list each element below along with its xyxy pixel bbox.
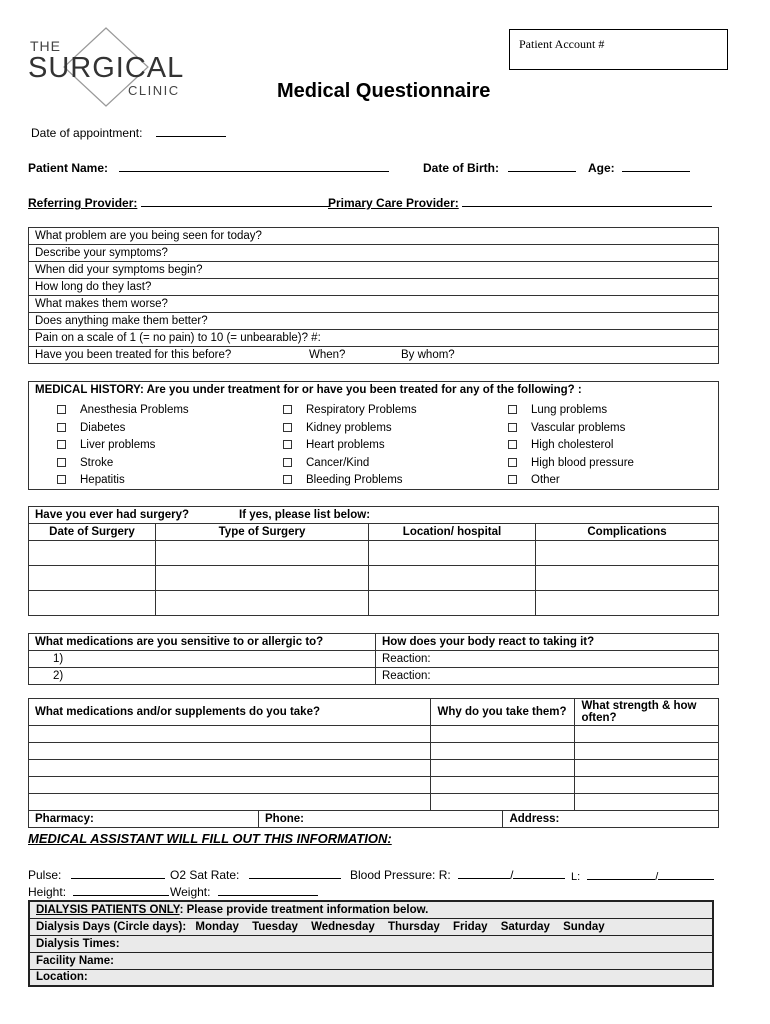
checkbox-icon[interactable] [57,440,66,449]
day-saturday[interactable]: Saturday [500,920,550,933]
history-item[interactable]: Liver problems [57,437,189,455]
weight-field[interactable] [218,884,318,896]
dialysis-days-label: Dialysis Days (Circle days): [36,920,187,933]
medications-header: What medications and/or supplements do you take? [29,699,431,726]
dialysis-heading-rest: : Please provide treatment information below. [179,903,429,916]
surgery-question-row [29,507,719,524]
logo-the: THE [30,38,61,54]
location-field[interactable]: Location: [29,969,713,986]
history-item[interactable]: Heart problems [283,437,417,455]
day-sunday[interactable]: Sunday [563,920,605,933]
bp-label: Blood Pressure: R: [350,868,451,882]
symptoms-table [28,227,719,364]
appointment-label: Date of appointment: [31,126,143,140]
dob-field[interactable] [508,160,576,172]
patient-account-label: Patient Account # [519,37,605,51]
checkbox-icon[interactable] [283,423,292,432]
logo-surgical: SURGICAL [28,52,185,84]
checkbox-icon[interactable] [508,475,517,484]
table-cell[interactable] [29,566,156,591]
weight-row [170,884,318,899]
allergy-question: What medications are you sensitive to or allergic to? [29,634,376,651]
surgery-question: Have you ever had surgery? [35,509,190,521]
referring-label: Referring Provider: [28,196,138,210]
checkbox-icon[interactable] [57,405,66,414]
dialysis-heading: DIALYSIS PATIENTS ONLY [36,903,180,916]
surgery-header-type: Type of Surgery [156,524,369,541]
table-cell[interactable] [431,743,575,760]
table-cell[interactable] [156,566,369,591]
bp-l-systolic-field[interactable] [587,868,655,880]
why-header: Why do you take them? [431,699,575,726]
table-cell[interactable] [369,591,536,616]
age-label: Age: [588,161,615,175]
table-cell[interactable] [431,760,575,777]
day-tuesday[interactable]: Tuesday [252,920,298,933]
dialysis-table [28,900,714,987]
primary-care-row [328,195,712,210]
height-field[interactable] [73,884,169,896]
table-cell[interactable] [29,743,431,760]
history-item[interactable]: Diabetes [57,420,189,438]
table-cell[interactable] [369,566,536,591]
when-label: When? [309,349,346,361]
checkbox-icon[interactable] [57,423,66,432]
table-cell[interactable] [369,541,536,566]
bp-r-diastolic-field[interactable] [513,867,565,879]
day-friday[interactable]: Friday [452,920,488,933]
strength-header: What strength & how often? [575,699,719,726]
symptom-row[interactable]: What makes them worse? [29,296,719,313]
surgery-table [28,506,719,616]
allergy-item-1[interactable]: 1) [29,651,376,668]
allergies-table [28,633,719,685]
table-cell[interactable] [29,760,431,777]
assistant-heading: MEDICAL ASSISTANT WILL FILL OUT THIS INFORMATION: [28,831,392,846]
history-col-2 [283,402,417,490]
symptom-row[interactable]: Describe your symptoms? [29,245,719,262]
appointment-row [31,125,226,140]
surgery-if-yes: If yes, please list below: [239,509,371,521]
bp-l-label: L: [571,871,581,883]
dob-label: Date of Birth: [423,161,499,175]
table-cell[interactable] [29,591,156,616]
dialysis-times-field[interactable]: Dialysis Times: [29,935,713,952]
table-cell[interactable] [536,566,719,591]
phone-field[interactable]: Phone: [259,811,503,828]
history-item[interactable]: Vascular problems [508,420,634,438]
appointment-field[interactable] [156,125,226,137]
age-row [588,160,690,175]
surgery-header-complications: Complications [536,524,719,541]
table-cell[interactable] [575,777,719,794]
symptom-row[interactable]: Pain on a scale of 1 (= no pain) to 10 (= unbearable)? #: [29,330,719,347]
checkbox-icon[interactable] [57,475,66,484]
height-row [28,884,169,899]
patient-name-field[interactable] [119,160,389,172]
medical-history-box [28,381,719,490]
table-cell[interactable] [29,726,431,743]
pulse-row [28,867,165,882]
checkbox-icon[interactable] [283,458,292,467]
referring-row [28,195,329,210]
reaction-2[interactable]: Reaction: [376,668,719,685]
primary-care-label: Primary Care Provider: [328,196,459,210]
checkbox-icon[interactable] [508,458,517,467]
table-cell[interactable] [431,777,575,794]
o2-field[interactable] [249,867,341,879]
pulse-field[interactable] [71,867,165,879]
symptom-row[interactable]: When did your symptoms begin? [29,262,719,279]
logo-clinic: CLINIC [128,83,180,98]
table-cell[interactable] [29,541,156,566]
history-col-1 [57,402,189,490]
pulse-label: Pulse: [28,868,62,882]
pharmacy-field[interactable]: Pharmacy: [29,811,259,828]
address-field[interactable]: Address: [503,811,719,828]
table-cell[interactable] [156,541,369,566]
patient-name-label: Patient Name: [28,161,109,175]
table-cell[interactable] [575,760,719,777]
by-whom-label: By whom? [401,349,455,361]
patient-account-field[interactable] [509,29,728,70]
checkbox-icon[interactable] [283,440,292,449]
table-cell[interactable] [431,726,575,743]
day-thursday[interactable]: Thursday [388,920,440,933]
table-cell[interactable] [575,794,719,811]
treated-label: Have you been treated for this before? [35,349,232,361]
allergy-item-2[interactable]: 2) [29,668,376,685]
treated-row[interactable] [29,347,719,364]
symptom-row[interactable]: Does anything make them better? [29,313,719,330]
referring-field[interactable] [141,195,329,207]
dob-row [423,160,576,175]
page-title: Medical Questionnaire [277,80,491,102]
dialysis-days-row [29,918,713,935]
history-item[interactable]: Bleeding Problems [283,472,417,490]
history-item[interactable]: High blood pressure [508,455,634,473]
table-cell[interactable] [575,743,719,760]
facility-name-field[interactable]: Facility Name: [29,952,713,969]
table-cell[interactable] [431,794,575,811]
patient-name-row [28,160,389,175]
table-cell[interactable] [29,777,431,794]
history-item[interactable]: Lung problems [508,402,634,420]
checkbox-icon[interactable] [508,405,517,414]
day-wednesday[interactable]: Wednesday [311,920,375,933]
dialysis-heading-row [29,901,713,918]
day-monday[interactable]: Monday [195,920,239,933]
checkbox-icon[interactable] [57,458,66,467]
reaction-1[interactable]: Reaction: [376,651,719,668]
history-item[interactable]: Cancer/Kind [283,455,417,473]
checkbox-icon[interactable] [283,475,292,484]
history-item[interactable]: High cholesterol [508,437,634,455]
medications-table [28,698,719,828]
o2-label: O2 Sat Rate: [170,868,240,882]
symptom-row[interactable]: What problem are you being seen for today? [29,228,719,245]
surgery-header-location: Location/ hospital [369,524,536,541]
checkbox-icon[interactable] [508,423,517,432]
history-item[interactable]: Other [508,472,634,490]
table-cell[interactable] [29,794,431,811]
history-item[interactable]: Hepatitis [57,472,189,490]
table-cell[interactable] [156,591,369,616]
medical-history-heading: MEDICAL HISTORY: Are you under treatment for or have you been treated for any of the following? : [35,384,582,396]
weight-label: Weight: [170,885,211,899]
height-label: Height: [28,885,67,899]
history-item[interactable]: Respiratory Problems [283,402,417,420]
history-item[interactable]: Stroke [57,455,189,473]
history-item[interactable]: Anesthesia Problems [57,402,189,420]
bp-l-row: L: / [571,868,714,883]
table-cell[interactable] [536,591,719,616]
bp-row: Blood Pressure: R: / [350,867,565,882]
bp-r-systolic-field[interactable] [458,867,510,879]
surgery-header-date: Date of Surgery [29,524,156,541]
o2-row [170,867,341,882]
bp-l-diastolic-field[interactable] [658,868,714,880]
history-item[interactable]: Kidney problems [283,420,417,438]
history-col-3 [508,402,634,490]
table-cell[interactable] [575,726,719,743]
primary-care-field[interactable] [462,195,712,207]
checkbox-icon[interactable] [508,440,517,449]
symptom-row[interactable]: How long do they last? [29,279,719,296]
reaction-question: How does your body react to taking it? [376,634,719,651]
checkbox-icon[interactable] [283,405,292,414]
table-cell[interactable] [536,541,719,566]
age-field[interactable] [622,160,690,172]
